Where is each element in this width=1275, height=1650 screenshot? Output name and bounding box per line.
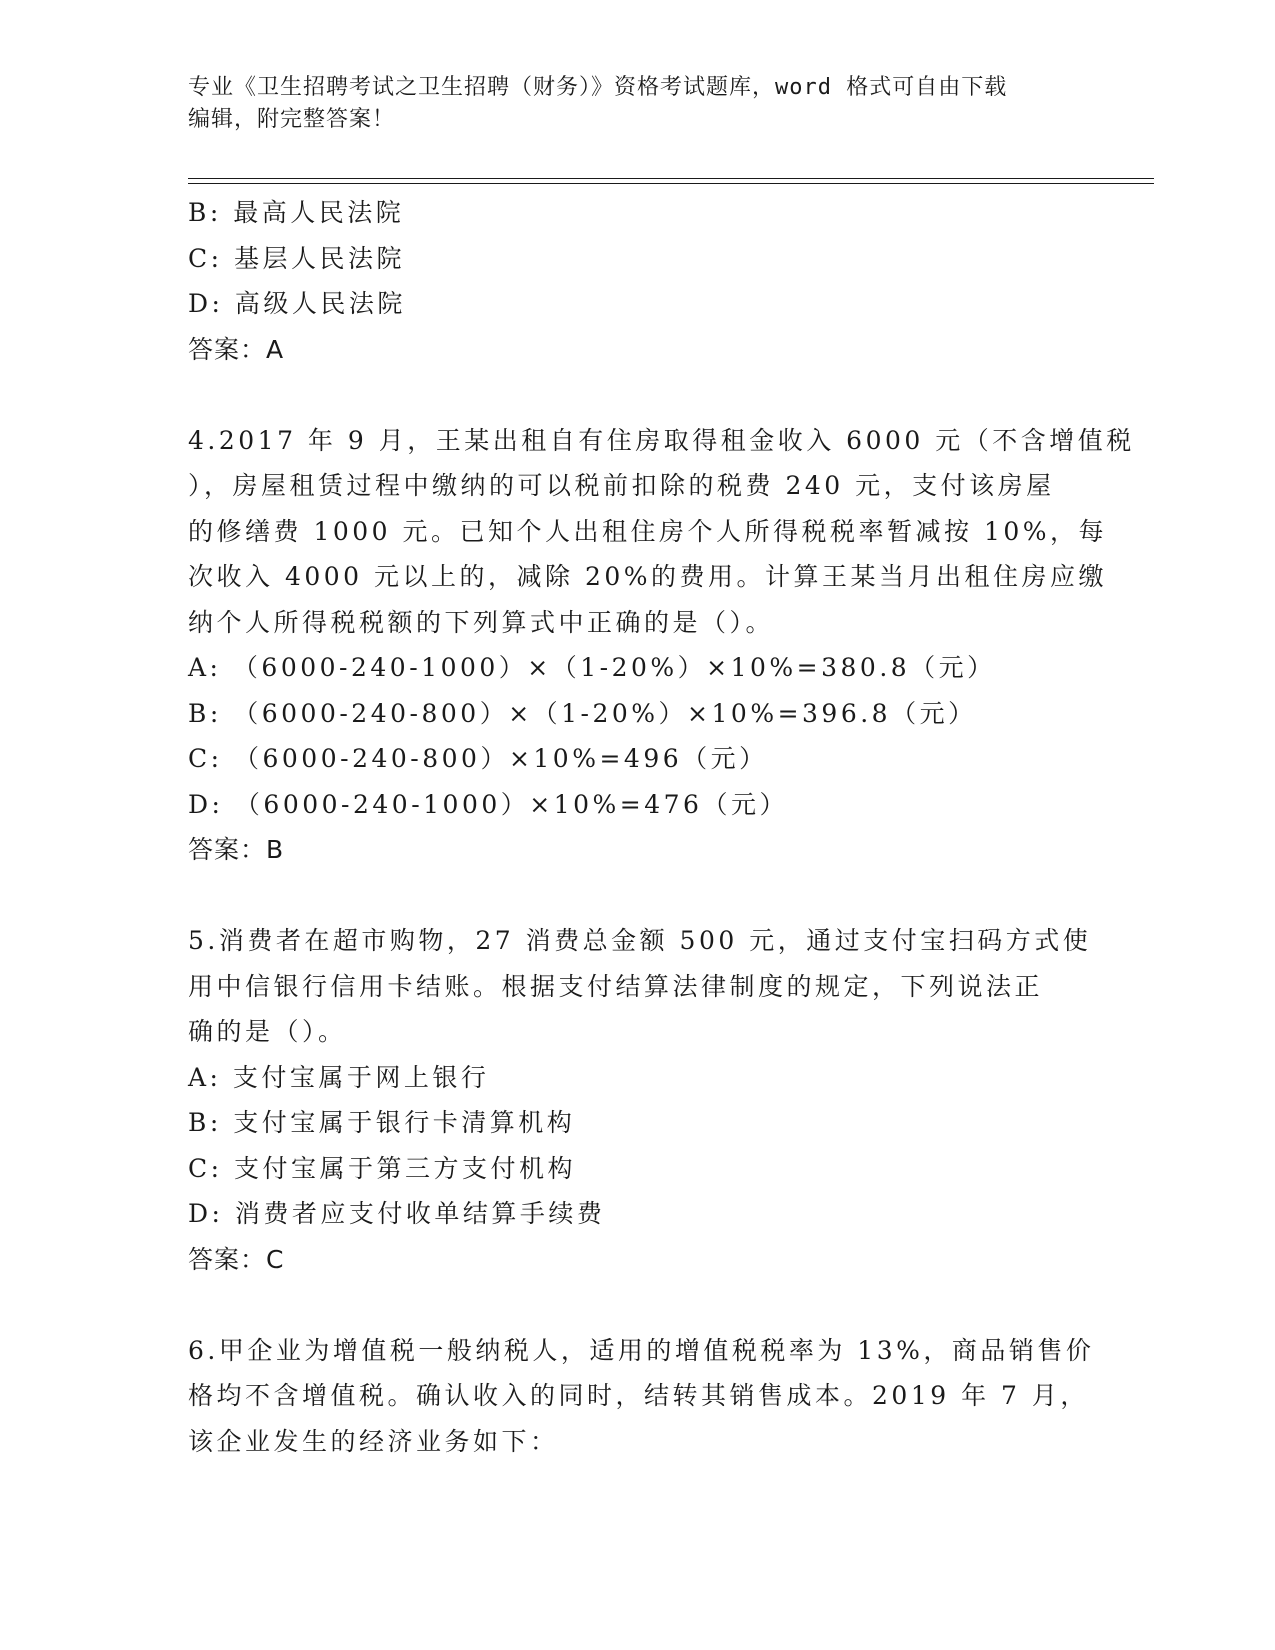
question-stem-line: 该企业发生的经济业务如下： bbox=[188, 1426, 559, 1456]
document-body bbox=[188, 190, 1135, 1464]
option-d: D: （6000-240-1000）×10%=476（元） bbox=[188, 789, 788, 819]
spacer bbox=[188, 1282, 1088, 1328]
document-header bbox=[188, 72, 1068, 136]
option-a: A: （6000-240-1000）×（1-20%）×10%=380.8（元） bbox=[188, 653, 996, 682]
question-3 bbox=[188, 190, 1088, 372]
question-stem-line: 4.2017 年 9 月，王某出租自有住房取得租金收入 6000 元（不含增值税 bbox=[188, 425, 1135, 455]
option-c: C: 基层人民法院 bbox=[188, 243, 405, 273]
question-5 bbox=[188, 918, 1092, 1282]
question-stem-line: 次收入 4000 元以上的，减除 20%的费用。计算王某当月出租住房应缴 bbox=[188, 562, 1108, 591]
question-stem-line: 用中信银行信用卡结账。根据支付结算法律制度的规定，下列说法正 bbox=[188, 971, 1044, 1001]
question-stem-line: 5.消费者在超市购物，27 消费总金额 500 元，通过支付宝扫码方式使 bbox=[188, 926, 1092, 955]
option-d: D: 消费者应支付收单结算手续费 bbox=[188, 1199, 606, 1228]
spacer bbox=[188, 372, 1088, 418]
option-c: C: （6000-240-800）×10%=496（元） bbox=[188, 744, 768, 773]
question-stem-line: 的修缮费 1000 元。已知个人出租住房个人所得税税率暂减按 10%，每 bbox=[188, 516, 1108, 546]
option-a: A: 支付宝属于网上银行 bbox=[188, 1062, 490, 1092]
answer-line: 答案：C bbox=[188, 1244, 285, 1274]
answer-line: 答案：B bbox=[188, 835, 285, 864]
header-line-2: 编辑，附完整答案！ bbox=[188, 107, 396, 132]
answer-line: 答案：A bbox=[188, 334, 285, 364]
option-c: C: 支付宝属于第三方支付机构 bbox=[188, 1153, 576, 1183]
option-b: B: 最高人民法院 bbox=[188, 198, 405, 227]
header-divider-bottom bbox=[188, 183, 1154, 184]
question-stem-line: 纳个人所得税税额的下列算式中正确的是（）。 bbox=[188, 607, 775, 637]
header-divider-top bbox=[188, 178, 1154, 179]
question-4 bbox=[188, 418, 1135, 873]
question-stem-line: ），房屋租赁过程中缴纳的可以税前扣除的税费 240 元，支付该房屋 bbox=[188, 471, 1055, 500]
question-stem-line: 6.甲企业为增值税一般纳税人，适用的增值税税率为 13%，商品销售价 bbox=[188, 1335, 1095, 1365]
question-stem-line: 格均不含增值税。确认收入的同时，结转其销售成本。2019 年 7 月， bbox=[188, 1381, 1089, 1410]
option-b: B: （6000-240-800）×（1-20%）×10%=396.8（元） bbox=[188, 698, 977, 728]
option-b: B: 支付宝属于银行卡清算机构 bbox=[188, 1108, 576, 1137]
spacer bbox=[188, 873, 1088, 919]
option-d: D: 高级人民法院 bbox=[188, 289, 406, 318]
question-stem-line: 确的是（）。 bbox=[188, 1017, 347, 1046]
question-6 bbox=[188, 1328, 1095, 1465]
header-line-1: 专业《卫生招聘考试之卫生招聘（财务）》资格考试题库，word 格式可自由下载 bbox=[188, 75, 1008, 100]
